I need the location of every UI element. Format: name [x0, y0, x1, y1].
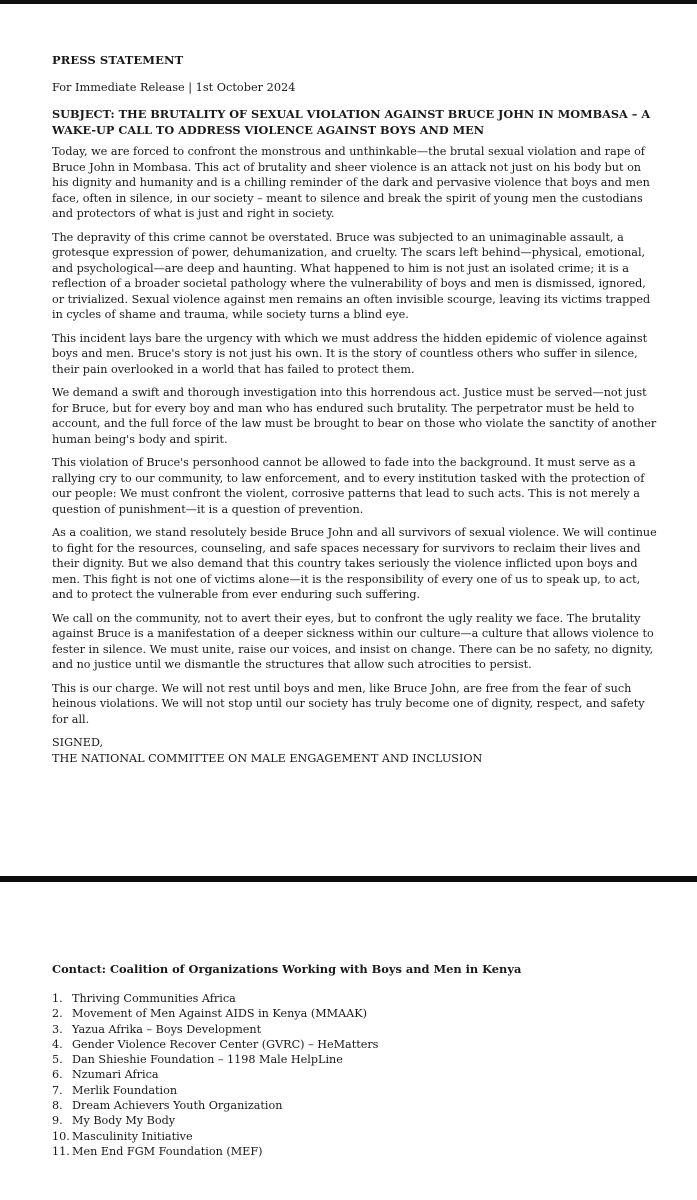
contact-title: Contact: Coalition of Organizations Working with Boys and Men in Kenya: [52, 962, 522, 976]
press-statement: [52, 53, 657, 766]
statement-heading: PRESS STATEMENT: [52, 53, 184, 67]
list-number: 10.: [52, 1129, 70, 1143]
section-divider: [0, 876, 697, 882]
statement-paragraph: We demand a swift and thorough investigation into this horrendous act. Justice must be served—not just for Bruce, but for every boy and man who has endured such brutality. The perpetrator must be held to account, and the full force of the law must be brought to bear on those who violate the sanctity of another human being's body and spirit.: [52, 386, 657, 446]
list-item: [52, 1052, 657, 1067]
statement-paragraph: We call on the community, not to avert their eyes, but to confront the ugly reality we face. The brutality against Bruce is a manifestation of a deeper sickness within our culture—a culture that allows violence to fester in silence. We must unite, raise our voices, and insist on change. There can be no safety, no dignity, and no justice until we dismantle the structures that allow such atrocities to persist.: [52, 611, 654, 671]
statement-paragraph: This violation of Bruce's personhood cannot be allowed to fade into the background. It must serve as a rallying cry to our community, to law enforcement, and to every institution tasked with the protection of our people: We must confront the violent, corrosive patterns that lead to such acts. This is not merely a question of punishment—it is a question of prevention.: [52, 456, 645, 516]
organization-name: Yazua Afrika – Boys Development: [72, 1022, 262, 1036]
statement-paragraph: This incident lays bare the urgency with which we must address the hidden epidemic of violence against boys and men. Bruce's story is not just his own. It is the story of countless others who suffer in silence, their pain overlooked in a world that has failed to protect them.: [52, 331, 648, 376]
list-item: [52, 1098, 657, 1113]
list-number: 8.: [52, 1099, 63, 1113]
list-number: 6.: [52, 1068, 63, 1082]
statement-paragraph: The depravity of this crime cannot be overstated. Bruce was subjected to an unimaginable assault, a grotesque expression of power, dehumanization, and cruelty. The scars left behind—physical, emotional, and psychological—are deep and haunting. What happened to him is not just an isolated crime; it is a reflection of a broader societal pathology where the vulnerability of boys and men is dismissed, ignored, or trivialized. Sexual violence against men remains an often invisible scourge, leaving its victims trapped in cycles of shame and trauma, while society turns a blind eye.: [52, 230, 651, 321]
release-line: For Immediate Release | 1st October 2024: [52, 81, 296, 94]
list-item: [52, 1022, 657, 1037]
signed-label: SIGNED,: [52, 736, 104, 749]
organization-name: Movement of Men Against AIDS in Kenya (MMAAK): [72, 1007, 367, 1021]
signatory-name: THE NATIONAL COMMITTEE ON MALE ENGAGEMENT AND INCLUSION: [52, 751, 483, 765]
list-number: 3.: [52, 1022, 63, 1036]
organization-name: Merlik Foundation: [72, 1083, 178, 1097]
list-number: 7.: [52, 1083, 63, 1097]
list-number: 5.: [52, 1053, 63, 1067]
list-item: [52, 1037, 657, 1052]
signature-block: [52, 735, 657, 766]
list-number: 1.: [52, 992, 63, 1005]
statement-paragraph: This is our charge. We will not rest until boys and men, like Bruce John, are free from the fear of such heinous violations. We will not stop until our society has truly become one of dignity, respect, and safety for all.: [52, 681, 645, 726]
list-number: 4.: [52, 1037, 63, 1051]
statement-paragraph: Today, we are forced to confront the monstrous and unthinkable—the brutal sexual violation and rape of Bruce John in Mombasa. This act of brutality and sheer violence is an attack not just on his body but on his dignity and humanity and is a chilling reminder of the dark and pervasive violence that boys and men face, often in silence, in our society – meant to silence and break the spirit of young men the custodians and protectors of what is just and right in society.: [52, 145, 650, 220]
list-item: [52, 1067, 657, 1082]
list-item: [52, 1006, 657, 1021]
subject-line: SUBJECT: THE BRUTALITY OF SEXUAL VIOLATION AGAINST BRUCE JOHN IN MOMBASA – A WAKE-UP CALL TO ADDRESS VIOLENCE AGAINST BOYS AND MEN: [52, 107, 651, 137]
organization-name: Thriving Communities Africa: [72, 992, 236, 1005]
top-border: [0, 0, 697, 4]
list-item: [52, 991, 657, 1006]
organization-name: Dream Achievers Youth Organization: [72, 1099, 283, 1113]
statement-paragraph: As a coalition, we stand resolutely beside Bruce John and all survivors of sexual violence. We will continue to fight for the resources, counseling, and safe spaces necessary for survivors to reclaim their lives and their dignity. But we also demand that this country takes seriously the violence inflicted upon boys and men. This fight is not one of victims alone—it is the responsibility of every one of us to speak up, to act, and to protect the vulnerable from ever enduring such suffering.: [52, 526, 657, 601]
list-item: [52, 1083, 657, 1098]
list-item: [52, 1144, 657, 1159]
organization-name: Gender Violence Recover Center (GVRC) – HeMatters: [72, 1037, 379, 1051]
list-number: 2.: [52, 1007, 63, 1021]
list-number: 11.: [52, 1144, 70, 1158]
organization-name: Nzumari Africa: [72, 1068, 159, 1082]
list-number: 9.: [52, 1114, 63, 1128]
list-item: [52, 1113, 657, 1128]
organization-list: [52, 991, 657, 1159]
organization-name: My Body My Body: [72, 1114, 176, 1128]
organization-name: Masculinity Initiative: [72, 1129, 193, 1143]
organization-name: Men End FGM Foundation (MEF): [72, 1144, 263, 1158]
contact-section: [52, 962, 657, 1159]
list-item: [52, 1129, 657, 1144]
organization-name: Dan Shieshie Foundation – 1198 Male HelpLine: [72, 1053, 343, 1067]
